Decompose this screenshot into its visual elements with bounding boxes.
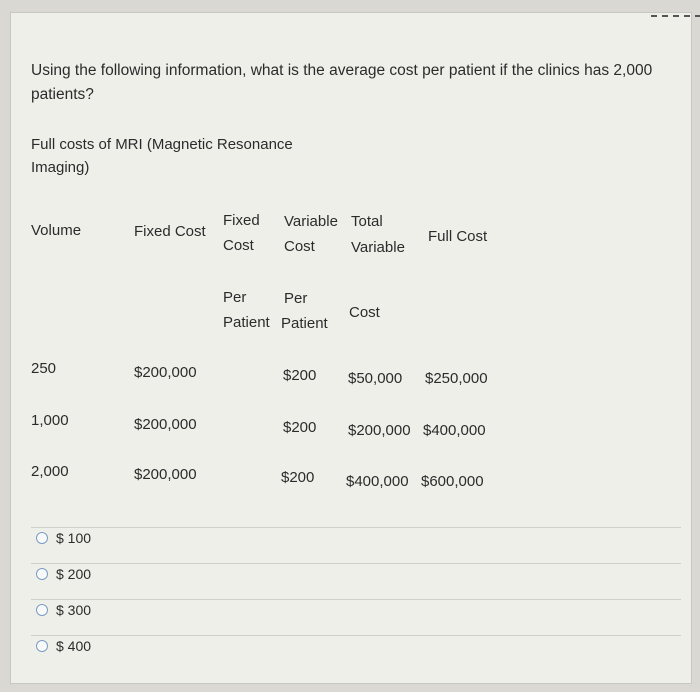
answer-choice-4[interactable] bbox=[36, 636, 91, 656]
choice-divider bbox=[31, 527, 681, 528]
question-panel bbox=[10, 12, 692, 684]
row-2-variable-per-patient: $200 bbox=[283, 419, 317, 436]
header-fixed-cost-per-patient-3: Per bbox=[223, 289, 247, 306]
row-2-volume: 1,000 bbox=[31, 412, 69, 429]
header-variable-cost-per-patient-1: Variable bbox=[284, 213, 338, 230]
header-total-variable-1: Total bbox=[351, 213, 383, 230]
header-volume: Volume bbox=[31, 222, 82, 239]
answer-choice-label: $ 400 bbox=[56, 638, 92, 654]
answer-choice-1[interactable] bbox=[36, 528, 91, 548]
table-title-line-2: Imaging) bbox=[31, 159, 90, 176]
header-variable-cost-per-patient-2: Cost bbox=[284, 238, 315, 255]
row-3-total-variable: $400,000 bbox=[346, 473, 409, 490]
header-variable-cost-per-patient-4: Patient bbox=[281, 315, 328, 332]
header-fixed-cost: Fixed Cost bbox=[134, 223, 206, 240]
answer-choice-label: $ 100 bbox=[56, 530, 92, 546]
radio-button-icon[interactable] bbox=[36, 532, 48, 544]
answer-choice-label: $ 300 bbox=[56, 602, 92, 618]
row-3-volume: 2,000 bbox=[31, 463, 69, 480]
choice-divider bbox=[31, 635, 681, 636]
row-2-fixed-cost: $200,000 bbox=[134, 416, 197, 433]
header-fixed-cost-per-patient-2: Cost bbox=[223, 237, 254, 254]
table-title bbox=[31, 133, 321, 179]
header-full-cost: Full Cost bbox=[428, 228, 488, 245]
answer-choice-label: $ 200 bbox=[56, 566, 92, 582]
question-line-1: Using the following information, what is the average cost per patient if the clinics has 2,000 bbox=[31, 62, 653, 79]
table-title-line-1: Full costs of MRI (Magnetic Resonance bbox=[31, 136, 293, 153]
question-line-2: patients? bbox=[31, 86, 94, 103]
row-1-fixed-cost: $200,000 bbox=[134, 364, 197, 381]
row-2-total-variable: $200,000 bbox=[348, 422, 411, 439]
header-variable-cost-per-patient-3: Per bbox=[284, 290, 308, 307]
answer-choice-2[interactable] bbox=[36, 564, 91, 584]
row-1-total-variable: $50,000 bbox=[348, 370, 403, 387]
choice-divider bbox=[31, 563, 681, 564]
radio-button-icon[interactable] bbox=[36, 640, 48, 652]
row-1-variable-per-patient: $200 bbox=[283, 367, 317, 384]
row-1-full-cost: $250,000 bbox=[425, 370, 488, 387]
header-fixed-cost-per-patient-4: Patient bbox=[223, 314, 270, 331]
header-total-variable-2: Variable bbox=[351, 239, 405, 256]
choice-divider bbox=[31, 599, 681, 600]
row-3-variable-per-patient: $200 bbox=[281, 469, 315, 486]
row-3-full-cost: $600,000 bbox=[421, 473, 484, 490]
row-1-volume: 250 bbox=[31, 360, 57, 377]
top-dashed-line bbox=[651, 15, 700, 17]
header-fixed-cost-per-patient-1: Fixed bbox=[223, 212, 260, 229]
row-3-fixed-cost: $200,000 bbox=[134, 466, 197, 483]
radio-button-icon[interactable] bbox=[36, 568, 48, 580]
question-text bbox=[31, 59, 671, 107]
answer-choice-3[interactable] bbox=[36, 600, 91, 620]
radio-button-icon[interactable] bbox=[36, 604, 48, 616]
row-2-full-cost: $400,000 bbox=[423, 422, 486, 439]
header-total-variable-3: Cost bbox=[349, 304, 380, 321]
